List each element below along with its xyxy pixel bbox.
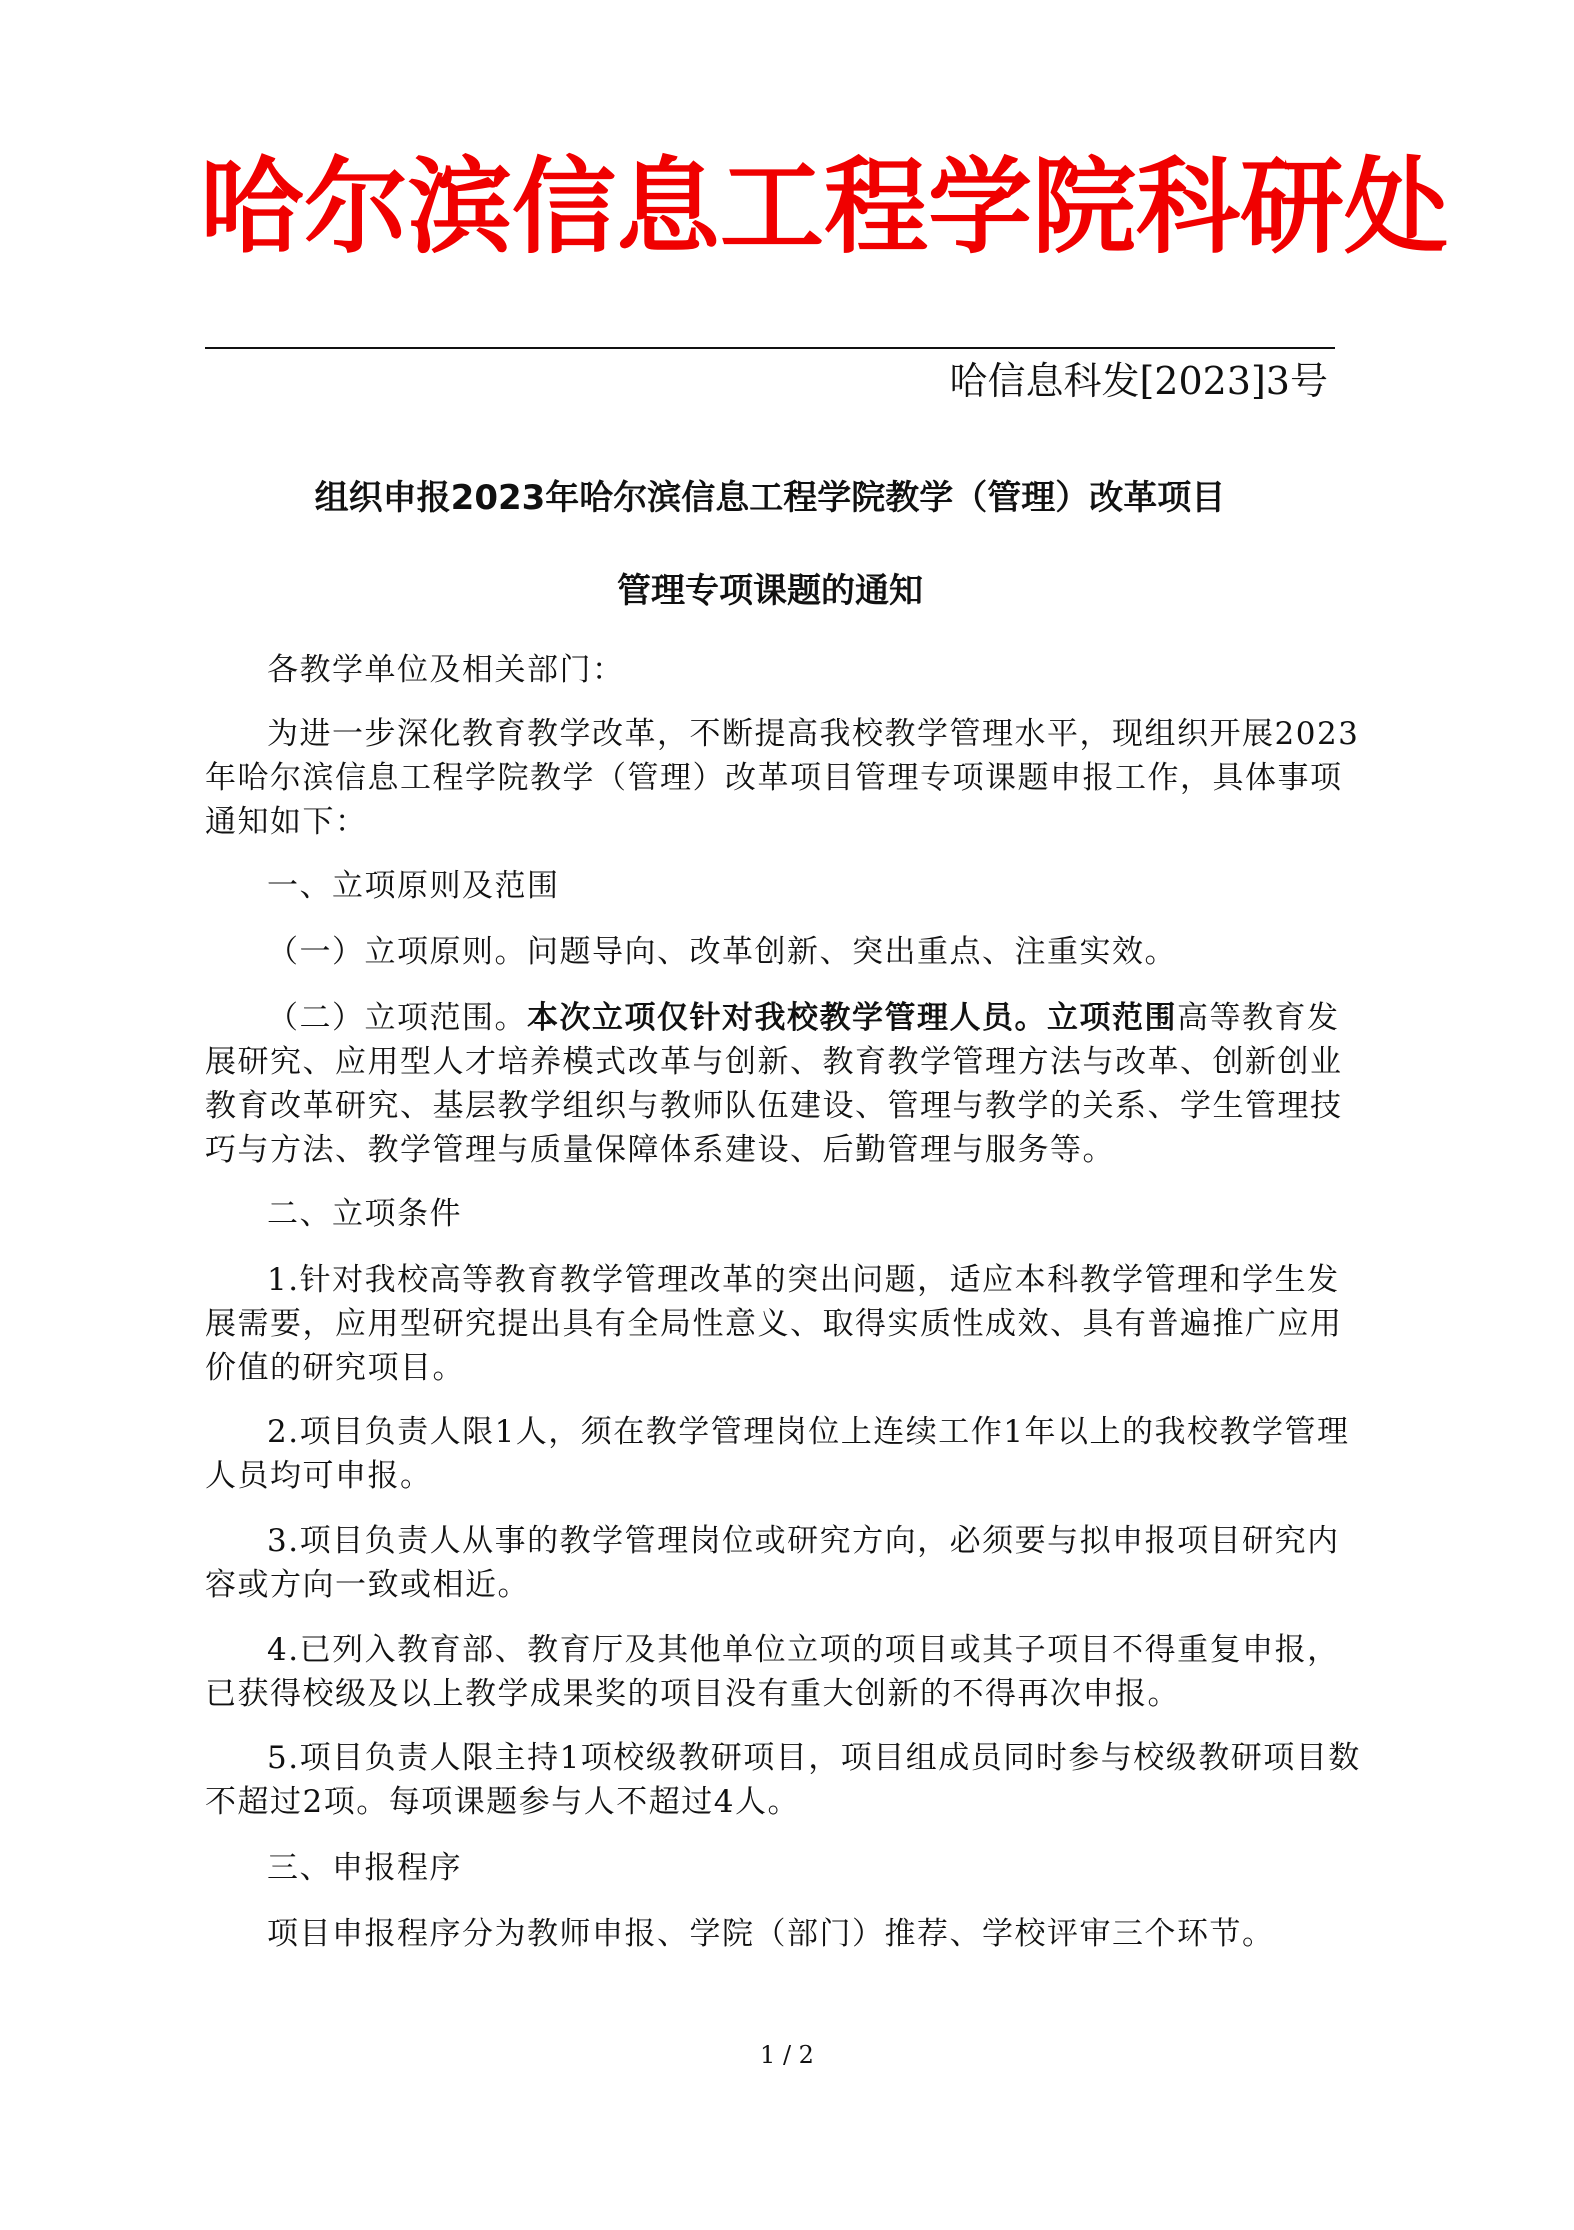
section-heading-1: 一、立项原则及范围 <box>267 868 560 904</box>
document-number: 哈信息科发[2023]3号 <box>949 359 1328 403</box>
section-heading-3: 三、申报程序 <box>267 1850 462 1886</box>
principle-paragraph: （一）立项原则。问题导向、改革创新、突出重点、注重实效。 <box>267 934 1177 970</box>
condition-4: 4.已列入教育部、教育厅及其他单位立项的项目或其子项目不得重复申报，已获得校级及以上教学成果奖的项目没有重大创新的不得再次申报。 <box>205 1632 1340 1712</box>
page-indicator: 1 / 2 <box>760 2041 814 2069</box>
notice-title-line-2: 管理专项课题的通知 <box>617 571 923 611</box>
salutation: 各教学单位及相关部门： <box>267 652 625 688</box>
condition-5: 5.项目负责人限主持1项校级教研项目，项目组成员同时参与校级教研项目数不超过2项。每项课题参与人不超过4人。 <box>205 1740 1361 1820</box>
section-heading-2: 二、立项条件 <box>267 1196 462 1232</box>
scope-paragraph <box>205 996 1370 1172</box>
masthead-title: 哈尔滨信息工程学院科研处 <box>200 146 1449 268</box>
intro-paragraph: 为进一步深化教育教学改革，不断提高我校教学管理水平，现组织开展2023年哈尔滨信息工程学院教学（管理）改革项目管理专项课题申报工作，具体事项通知如下： <box>205 716 1360 840</box>
procedure-paragraph: 项目申报程序分为教师申报、学院（部门）推荐、学校评审三个环节。 <box>267 1916 1275 1952</box>
scope-rest: 高等教育发展研究、应用型人才培养模式改革与创新、教育教学管理方法与改革、创新创业教育改革研究、基层教学组织与教师队伍建设、管理与教学的关系、学生管理技巧与方法、教学管理与质量保障体系建设、后勤管理与服务等。 <box>205 1000 1343 1168</box>
condition-3: 3.项目负责人从事的教学管理岗位或研究方向，必须要与拟申报项目研究内容或方向一致或相近。 <box>205 1523 1340 1603</box>
masthead-divider <box>205 347 1335 349</box>
scope-emphasis: 本次立项仅针对我校教学管理人员。立项范围 <box>527 1000 1177 1036</box>
scope-prefix: （二）立项范围。 <box>267 1000 527 1036</box>
notice-title-line-1: 组织申报2023年哈尔滨信息工程学院教学（管理）改革项目 <box>314 478 1226 518</box>
condition-2: 2.项目负责人限1人，须在教学管理岗位上连续工作1年以上的我校教学管理人员均可申报。 <box>205 1414 1350 1494</box>
condition-1: 1.针对我校高等教育教学管理改革的突出问题，适应本科教学管理和学生发展需要，应用型研究提出具有全局性意义、取得实质性成效、具有普遍推广应用价值的研究项目。 <box>205 1262 1343 1386</box>
